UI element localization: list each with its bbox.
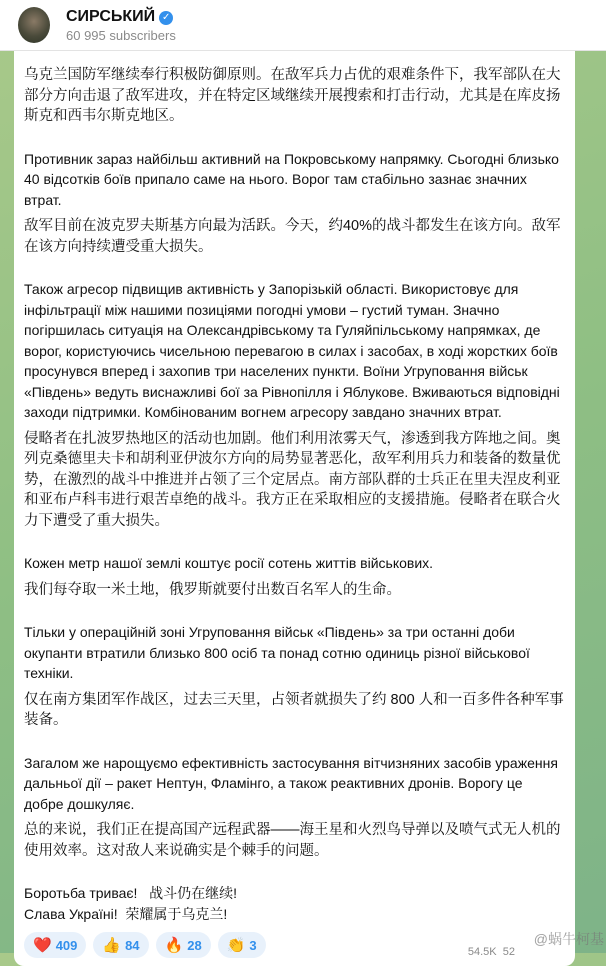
paragraph-3-zh: 侵略者在扎波罗热地区的活动也加剧。他们利用浓雾天气，渗透到我方阵地之间。奥列克桑德里夫卡和胡利亚伊波尔方向的局势显著恶化，敌军利用兵力和装备的数量优势，在激烈的战斗中推进并占领了三个定居点。南方部队群的士兵正在里夫涅皮利亚和亚布卢科韦进行艰苦卓绝的战斗。我方正在采取相应的支援措施。侵略者在联合火力下遭受了重大损失。 [24, 430, 561, 529]
reaction-count: 28 [187, 937, 202, 953]
reaction-thumbs-up[interactable] [93, 932, 148, 958]
subscriber-count: 60 995 subscribers [66, 28, 176, 43]
paragraph-5-uk: Тільки у операційній зоні Угруповання військ «Південь» за три останні доби окупанти втратили близько 800 осіб та понад сотню одиниць різної військової техніки. [24, 624, 530, 681]
message-meta [468, 946, 515, 958]
reaction-heart[interactable] [24, 932, 86, 958]
message-bubble [14, 51, 575, 966]
paragraph-4-zh: 我们每夺取一米土地，俄罗斯就要付出数百名军人的生命。 [24, 581, 401, 598]
paragraph-6-zh: 总的来说，我们正在提高国产远程武器——海王星和火烈鸟导弹以及喷气式无人机的使用效率。这对敌人来说确实是个棘手的问题。 [24, 822, 561, 859]
verified-badge-icon: ✓ [159, 11, 173, 25]
message-text [24, 59, 565, 924]
message-footer [24, 932, 565, 958]
fire-icon: 🔥 [164, 937, 184, 954]
thumbs-up-icon: 👍 [102, 937, 122, 954]
paragraph-4-uk: Кожен метр нашої землі коштує росії сотень життів військових. [24, 555, 434, 571]
paragraph-2-zh: 敌军目前在波克罗夫斯基方向最为活跃。今天，约40%的战斗都发生在该方向。敌军在该方向持续遭受重大损失。 [24, 218, 561, 255]
heart-icon: ❤️ [33, 937, 52, 954]
channel-title: СИРСЬКИЙ ✓ [66, 8, 173, 26]
channel-avatar[interactable] [18, 7, 50, 43]
closing-line-1: Боротьба триває! 战斗仍在继续! [24, 885, 237, 901]
paragraph-1-zh: 乌克兰国防军继续奉行积极防御原则。在敌军兵力占优的艰难条件下，我军部队在大部分方向击退了敌军进攻，并在特定区域继续开展搜索和打击行动，尤其是在库皮扬斯克和西韦尔斯克地区。 [24, 67, 561, 124]
reaction-fire[interactable] [156, 932, 211, 958]
closing-line-2: Слава Україні! 荣耀属于乌克兰! [24, 905, 228, 922]
reaction-count: 84 [125, 937, 140, 953]
message-time: 52 [502, 946, 515, 958]
channel-header[interactable] [0, 0, 606, 51]
paragraph-2-uk: Противник зараз найбільш активний на Покровському напрямку. Сьогодні близько 40 відсотків боїв припало саме на нього. Ворог там стабільно зазнає значних втрат. [24, 150, 559, 208]
watermark: @蜗牛柯基 [533, 931, 604, 947]
views-count: 54.5K [467, 946, 497, 958]
paragraph-5-zh: 仅在南方集团军作战区，过去三天里，占领者就损失了约 800 人和一百多件各种军事装备。 [24, 691, 564, 728]
reactions-bar [24, 932, 266, 958]
paragraph-3-uk: Також агресор підвищив активність у Запорізькій області. Використовує для інфільтрації між нашими позиціями погодні умови – густий туман. Значно погіршилась ситуація на Олександрівському та Гуляйпільському напрямках, де ворог, користуючись чисельною перевагою в силах і засобах, в ході жорстких боїв просунувся вперед і захопив три населених пункти. Воїни Угруповання військ «Південь» ведуть виснажливі бої за Рівнопілля і Яблукове. Вживаються відповідні заходи підтримки. Комбінованим вогнем агресору завдано значних втрат. [24, 281, 560, 420]
reaction-clap[interactable] [218, 932, 266, 958]
clap-icon: 👏 [226, 937, 246, 954]
reaction-count: 409 [55, 937, 78, 953]
paragraph-6-uk: Загалом же нарощуємо ефективність застосування вітчизняних засобів ураження дальньої дії – ракет Нептун, Фламінго, а також реактивних дронів. Ворогу це добре дошкуляє. [24, 754, 558, 812]
reaction-count: 3 [249, 937, 257, 953]
